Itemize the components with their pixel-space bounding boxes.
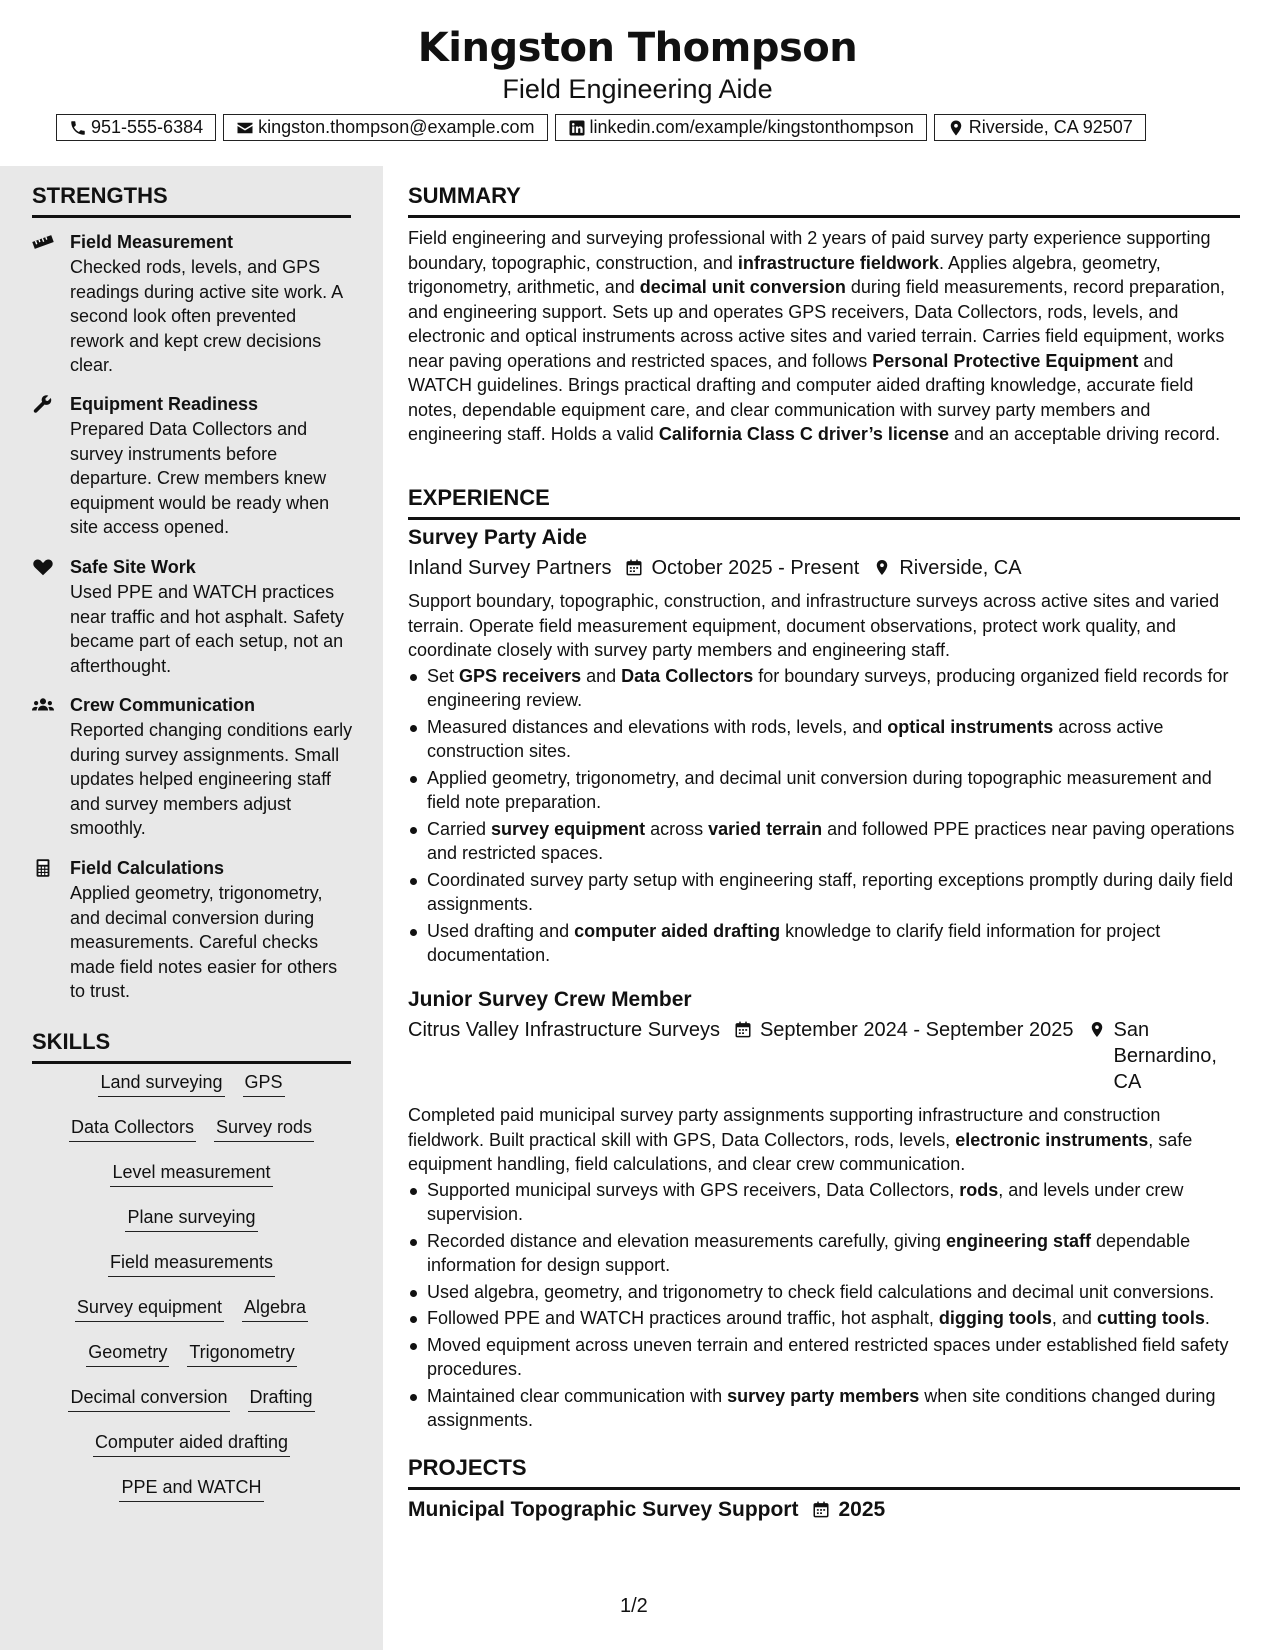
skills-rule (32, 1061, 351, 1064)
skill-row (32, 1340, 351, 1385)
experience-section (408, 484, 1240, 520)
ruler-icon (32, 232, 54, 252)
strength-title: Field Measurement (70, 232, 234, 252)
job-bullets (408, 664, 1240, 968)
contact-linkedin[interactable] (555, 114, 927, 141)
contact-phone-text: 951-555-6384 (91, 117, 204, 137)
page-indicator: 1/2 (620, 1595, 648, 1617)
people-icon (32, 695, 54, 715)
strengths-rule (32, 215, 351, 218)
job-dates: September 2024 - September 2025 (759, 1019, 1074, 1041)
skill-tag: Algebra (242, 1295, 308, 1322)
skill-tag: Survey rods (214, 1115, 314, 1142)
skill-tag: Computer aided drafting (93, 1430, 290, 1457)
job-bullet: Set GPS receivers and Data Collectors for boundary surveys, producing organized field records for engineering review. (427, 664, 1240, 713)
skill-row (32, 1160, 351, 1205)
strength-desc: Checked rods, levels, and GPS readings during active site work. A second look often prevented rework and kept crew decisions clear. (70, 257, 343, 375)
project-date: 2025 (838, 1498, 886, 1521)
job-bullet: Coordinated survey party setup with engineering staff, reporting exceptions promptly during daily field assignments. (427, 868, 1240, 917)
skill-tag: Land surveying (98, 1070, 224, 1097)
skill-row (32, 1475, 351, 1520)
strength-desc: Reported changing conditions early during survey assignments. Small updates helped engineering staff and survey members adjust smoothly. (70, 720, 353, 838)
skill-tag: Plane surveying (125, 1205, 257, 1232)
skill-tag: PPE and WATCH (119, 1475, 263, 1502)
job-bullet: Carried survey equipment across varied terrain and followed PPE practices near paving operations and restricted spaces. (427, 817, 1240, 866)
skill-tag: Data Collectors (69, 1115, 196, 1142)
skill-tag: Drafting (248, 1385, 315, 1412)
summary-title: SUMMARY (408, 183, 521, 208)
job-company: Inland Survey Partners (408, 557, 612, 579)
job-title: Survey Party Aide (408, 526, 587, 549)
calendar-icon (625, 558, 643, 577)
map-pin-icon (1088, 1020, 1106, 1039)
skill-row (32, 1115, 351, 1160)
job-meta (408, 1017, 1240, 1095)
contact-location-text: Riverside, CA 92507 (968, 117, 1133, 137)
project-entry (408, 1497, 1240, 1523)
calculator-icon (32, 858, 54, 878)
skill-tag: GPS (243, 1070, 285, 1097)
skill-row (32, 1070, 351, 1115)
strength-title: Safe Site Work (70, 557, 196, 577)
experience-rule (408, 517, 1240, 520)
job-entry (408, 986, 1240, 1435)
projects-section (408, 1454, 1240, 1523)
calendar-icon (812, 1500, 830, 1519)
candidate-role: Field Engineering Aide (502, 74, 773, 104)
skill-row (32, 1430, 351, 1475)
strength-desc: Applied geometry, trigonometry, and decimal conversion during measurements. Careful checks made field notes easier for others to trust. (70, 883, 338, 1001)
strength-desc: Prepared Data Collectors and survey instruments before departure. Crew members knew equipment would be ready when site access opened. (70, 419, 330, 537)
job-description: Support boundary, topographic, construction, and infrastructure surveys across active sites and varied terrain. Operate field measurement equipment, document observations, protect work quality, and coordinate closely with survey party members and engineering staff. (408, 591, 1220, 660)
envelope-icon (236, 119, 254, 137)
summary-section (408, 182, 1240, 447)
experience-title: EXPERIENCE (408, 485, 550, 510)
contact-email-text: kingston.thompson@example.com (258, 117, 535, 137)
job-bullet: Used algebra, geometry, and trigonometry to check field calculations and decimal unit conversions. (427, 1280, 1240, 1305)
job-location: San Bernardino, CA (1113, 1019, 1217, 1093)
job-bullet: Followed PPE and WATCH practices around traffic, hot asphalt, digging tools, and cutting tools. (427, 1306, 1240, 1331)
strength-title: Field Calculations (70, 858, 225, 878)
job-title: Junior Survey Crew Member (408, 988, 692, 1011)
job-bullet: Maintained clear communication with survey party members when site conditions changed during assignments. (427, 1384, 1240, 1433)
job-bullet: Applied geometry, trigonometry, and decimal unit conversion during topographic measurement and field note preparation. (427, 766, 1240, 815)
strength-title: Crew Communication (70, 695, 256, 715)
linkedin-icon (568, 119, 586, 137)
summary-rule (408, 215, 1240, 218)
job-meta (408, 555, 1240, 581)
job-bullet: Used drafting and computer aided drafting knowledge to clarify field information for project documentation. (427, 919, 1240, 968)
skills-title: SKILLS (32, 1029, 111, 1054)
map-pin-icon (873, 558, 891, 577)
contact-phone[interactable] (56, 114, 216, 141)
contact-linkedin-text: linkedin.com/example/kingstonthompson (589, 117, 914, 137)
wrench-icon (32, 394, 54, 414)
strength-title: Equipment Readiness (70, 394, 259, 414)
strengths-title: STRENGTHS (32, 183, 168, 208)
job-entry (408, 524, 1240, 970)
skill-tag: Field measurements (108, 1250, 275, 1277)
strength-desc: Used PPE and WATCH practices near traffic and hot asphalt. Safety became part of each setup, not an afterthought. (70, 582, 344, 676)
job-location: Riverside, CA (899, 557, 1022, 579)
heart-icon (32, 557, 54, 577)
job-bullets (408, 1178, 1240, 1433)
skill-row (32, 1385, 351, 1430)
skill-tag: Level measurement (110, 1160, 272, 1187)
contact-location (934, 114, 1146, 141)
calendar-icon (734, 1020, 752, 1039)
candidate-name: Kingston Thompson (417, 25, 858, 71)
job-bullet: Supported municipal surveys with GPS receivers, Data Collectors, rods, and levels under crew supervision. (427, 1178, 1240, 1227)
job-bullet: Measured distances and elevations with rods, levels, and optical instruments across active construction sites. (427, 715, 1240, 764)
skill-tag: Decimal conversion (68, 1385, 229, 1412)
skill-tag: Geometry (86, 1340, 169, 1367)
projects-rule (408, 1487, 1240, 1490)
contact-bar (56, 114, 1146, 141)
job-bullet: Moved equipment across uneven terrain and entered restricted spaces under established field safety procedures. (427, 1333, 1240, 1382)
job-description: Completed paid municipal survey party assignments supporting infrastructure and construction fieldwork. Built practical skill with GPS, Data Collectors, rods, levels, electronic instruments, safe equipment handling, field calculations, and clear crew communication. (408, 1105, 1193, 1174)
skills-heading (32, 1028, 351, 1064)
skill-row (32, 1295, 351, 1340)
summary-text: Field engineering and surveying professional with 2 years of paid survey party experience supporting boundary, topographic, construction, and infrastructure fieldwork. Applies algebra, geometry, trigonometry, arithmetic, and decimal unit conversion during field measurements, record preparation, and engineering support. Sets up and operates GPS receivers, Data Collectors, rods, levels, and electronic and optical instruments across active sites and varied terrain. Carries field equipment, works near paving operations and restricted spaces, and follows Personal Protective Equipment and WATCH guidelines. Brings practical drafting and computer aided drafting knowledge, accurate field notes, dependable equipment care, and clear communication with survey party members and engineering staff. Holds a valid California Class C driver’s license and an acceptable driving record. (408, 228, 1226, 444)
job-company: Citrus Valley Infrastructure Surveys (408, 1019, 720, 1041)
projects-title: PROJECTS (408, 1455, 527, 1480)
project-title: Municipal Topographic Survey Support (408, 1498, 799, 1521)
skill-tag: Survey equipment (75, 1295, 224, 1322)
skill-tag: Trigonometry (187, 1340, 296, 1367)
contact-email[interactable] (223, 114, 547, 141)
phone-icon (69, 119, 87, 137)
map-pin-icon (947, 119, 965, 137)
job-dates: October 2025 - Present (651, 557, 860, 579)
job-bullet: Recorded distance and elevation measurements carefully, giving engineering staff dependable information for design support. (427, 1229, 1240, 1278)
strengths-heading (32, 182, 351, 218)
skills-list (32, 1070, 351, 1520)
skill-row (32, 1250, 351, 1295)
skill-row (32, 1205, 351, 1250)
